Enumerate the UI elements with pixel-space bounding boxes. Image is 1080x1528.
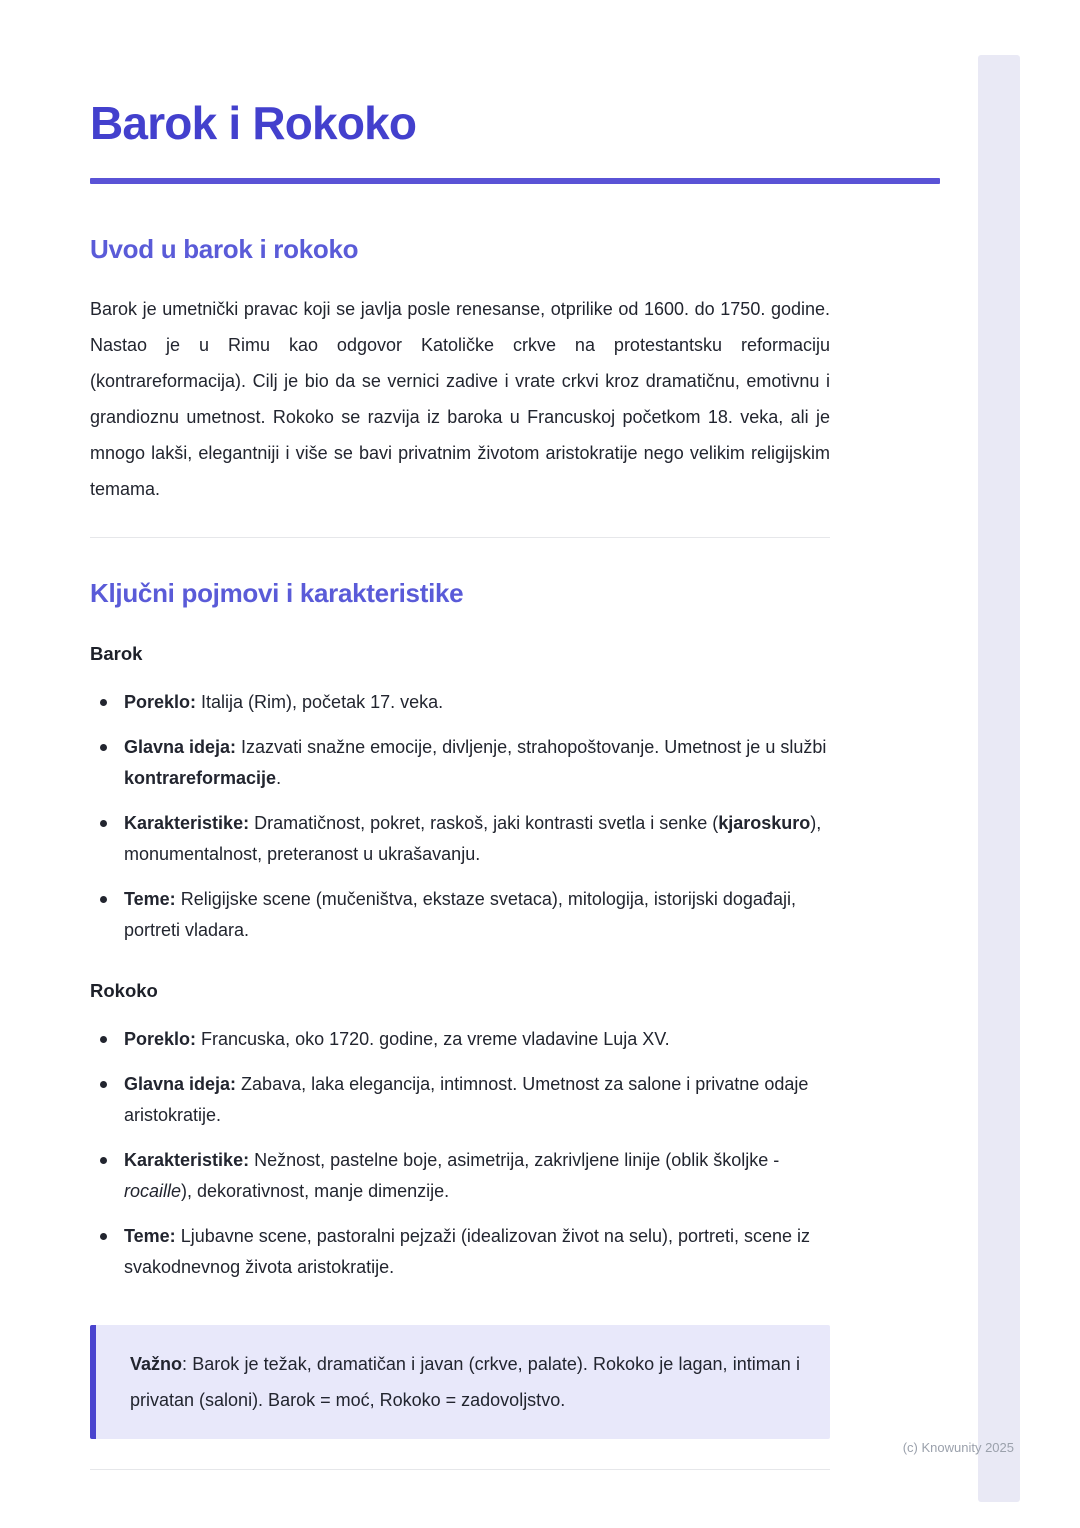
list-item xyxy=(90,808,830,870)
section-heading-intro: Uvod u barok i rokoko xyxy=(90,234,359,264)
list-item xyxy=(90,687,830,718)
title-rule xyxy=(90,178,940,184)
rokoko-list xyxy=(90,1024,830,1283)
text-segment: Teme: xyxy=(124,1226,176,1246)
text-segment: Italija (Rim), početak 17. veka. xyxy=(196,692,444,712)
list-item xyxy=(90,732,830,794)
text-segment: Teme: xyxy=(124,889,176,909)
page-title: Barok i Rokoko xyxy=(90,97,417,149)
text-segment: Nežnost, pastelne boje, asimetrija, zakrivljene linije (oblik školjke - xyxy=(249,1150,780,1170)
text-segment: Glavna ideja: xyxy=(124,1074,237,1094)
text-segment: kontrareformacije xyxy=(124,768,277,788)
list-item xyxy=(90,1221,830,1283)
text-segment: Poreklo: xyxy=(124,692,197,712)
callout-text xyxy=(130,1346,800,1418)
text-segment: Poreklo: xyxy=(124,1029,197,1049)
text-segment: : Barok je težak, dramatičan i javan (crkve, palate). Rokoko je lagan, intiman i privatan (saloni). Barok = moć, Rokoko = zadovoljstvo. xyxy=(130,1354,800,1410)
subheading-rokoko: Rokoko xyxy=(90,980,158,1001)
text-segment: Važno xyxy=(130,1354,183,1374)
text-segment: Glavna ideja: xyxy=(124,737,237,757)
subheading-barok: Barok xyxy=(90,643,143,664)
barok-list xyxy=(90,687,830,946)
text-segment: Francuska, oko 1720. godine, za vreme vladavine Luja XV. xyxy=(196,1029,670,1049)
text-segment: Izazvati snažne emocije, divljenje, strahopoštovanje. Umetnost je u službi xyxy=(236,737,827,757)
section-divider xyxy=(90,537,830,538)
important-callout xyxy=(90,1325,830,1439)
text-segment: Religijske scene (mučeništva, ekstaze svetaca), mitologija, istorijski događaji, portreti vladara. xyxy=(124,889,796,940)
scrollbar-track[interactable] xyxy=(978,55,1020,1502)
text-segment: Zabava, laka elegancija, intimnost. Umetnost za salone i privatne odaje aristokratije. xyxy=(124,1074,809,1125)
text-segment: ), dekorativnost, manje dimenzije. xyxy=(181,1181,450,1201)
text-segment: kjaroskuro xyxy=(718,813,811,833)
document-content xyxy=(90,0,942,1470)
intro-paragraph: Barok je umetnički pravac koji se javlja posle renesanse, otprilike od 1600. do 1750. godine. Nastao je u Rimu kao odgovor Katoličke crkve na protestantsku reformaciju (kontrareformacija). Cilj je bio da se vernici zadive i vrate crkvi kroz dramatičnu, emotivnu i grandioznu umetnost. Rokoko se razvija iz baroka u Francuskoj početkom 18. veka, ali je mnogo lakši, elegantniji i više se bavi privatnim životom aristokratije nego velikim religijskim temama. xyxy=(90,299,830,499)
bottom-divider xyxy=(90,1469,830,1470)
text-segment: . xyxy=(276,768,282,788)
section-heading-key-concepts: Ključni pojmovi i karakteristike xyxy=(90,578,464,608)
list-item xyxy=(90,1069,830,1131)
list-item xyxy=(90,1145,830,1207)
copyright-text: (c) Knowunity 2025 xyxy=(902,1440,1014,1455)
text-segment: Dramatičnost, pokret, raskoš, jaki kontrasti svetla i senke ( xyxy=(249,813,719,833)
list-item xyxy=(90,1024,830,1055)
text-segment: Ljubavne scene, pastoralni pejzaži (idealizovan život na selu), portreti, scene iz svakodnevnog života aristokratije. xyxy=(124,1226,811,1277)
text-segment: Karakteristike: xyxy=(124,1150,250,1170)
text-segment: rocaille xyxy=(124,1181,182,1201)
list-item xyxy=(90,884,830,946)
text-segment: Karakteristike: xyxy=(124,813,250,833)
text-segment: ), monumentalnost, preteranost u ukrašavanju. xyxy=(124,813,822,864)
